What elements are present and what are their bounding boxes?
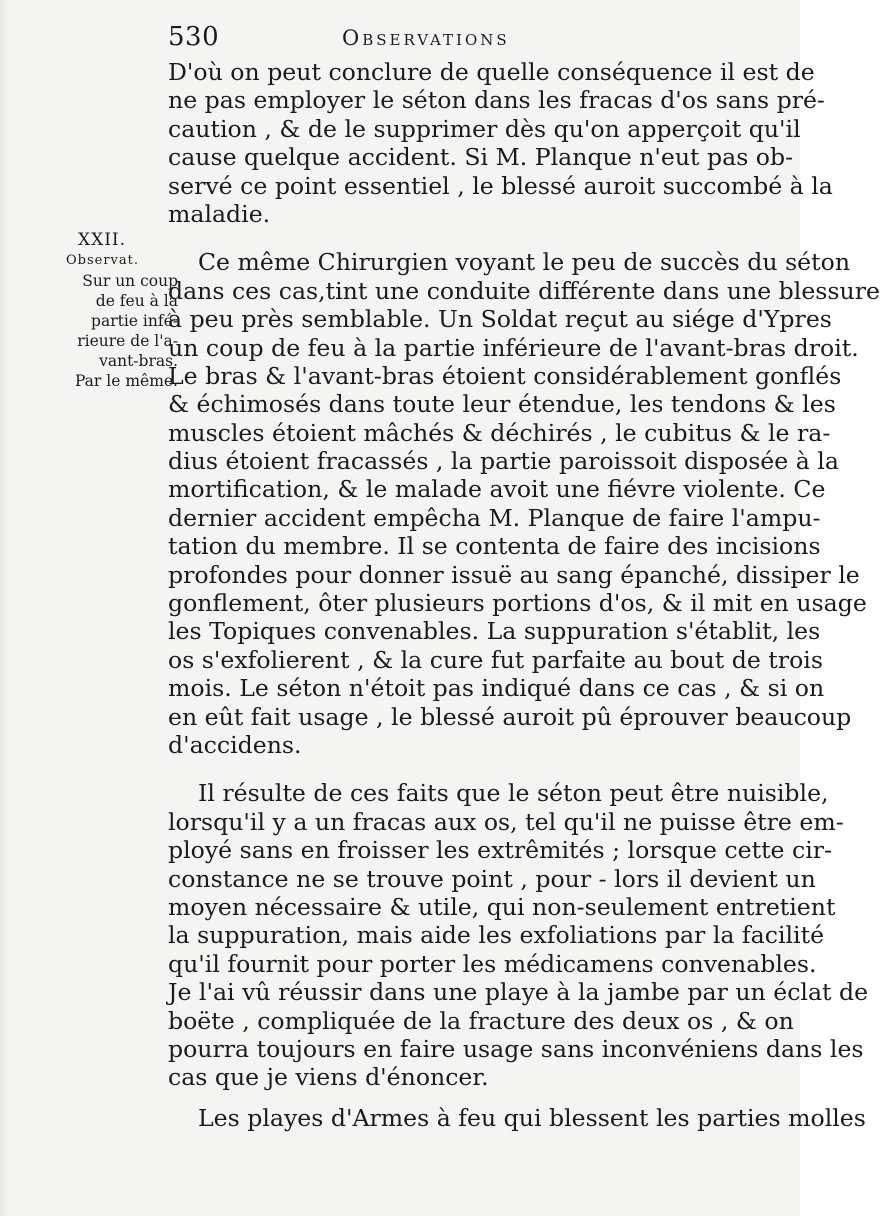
margin-note-line: de feu à la [95,292,178,310]
text-line: tation du membre. Il se contenta de faire des incisions [168,532,821,561]
text-line: constance ne se trouve point , pour - lors il devient un [168,864,816,893]
paragraph-gap [168,228,768,248]
text-line: ployé sans en froisser les extrêmités ; lorsque cette cir- [168,836,833,865]
text-line: un coup de feu à la partie inférieure de l'avant-bras droit. [168,333,859,362]
text-line: muscles étoient mâchés & déchirés , le cubitus & le ra- [168,418,831,447]
text-line: D'où on peut conclure de quelle conséquence il est de [168,58,815,86]
margin-note-line: Sur un coup [82,272,178,290]
text-line: mois. Le séton n'étoit pas indiqué dans ce cas , & si on [168,674,825,703]
text-line: Ce même Chirurgien voyant le peu de succès du séton [198,248,851,277]
text-line: Je l'ai vû réussir dans une playe à la jambe par un éclat de [168,978,869,1007]
text-line: d'accidens. [168,730,302,759]
paragraph-3 [168,779,869,1092]
text-line: Les playes d'Armes à feu qui blessent les parties molles [198,1103,866,1132]
text-line: Le bras & l'avant-bras étoient considérablement gonflés [168,361,842,390]
text-line: moyen nécessaire & utile, qui non-seulement entretient [168,892,836,921]
paragraph-1 [168,58,833,228]
margin-note-line: rieure de l'a- [77,332,178,350]
running-title: Observations [342,26,510,50]
text-line: cas que je viens d'énoncer. [168,1063,489,1092]
text-line: à peu près semblable. Un Soldat reçut au siége d'Ypres [168,305,832,334]
running-head [168,22,768,58]
text-line: servé ce point essentiel , le blessé auroit succombé à la [168,171,833,200]
paragraph-2 [168,248,880,759]
text-line: gonflement, ôter plusieurs portions d'os, & il mit en usage [168,589,867,618]
text-line: maladie. [168,199,271,228]
text-line: cause quelque accident. Si M. Planque n'eut pas ob- [168,143,794,172]
text-line: dius étoient fracassés , la partie paroissoit disposée à la [168,447,839,476]
body-text [168,58,880,1132]
text-line: caution , & de le supprimer dès qu'on apperçoit qu'il [168,114,801,143]
margin-note-line: vant-bras. [99,352,178,370]
text-line: lorsqu'il y a un fracas aux os, tel qu'il ne puisse être em- [168,807,844,836]
text-line: dans ces cas,tint une conduite différente dans une blessure [168,276,880,305]
text-line: os s'exfolierent , & la cure fut parfaite au bout de trois [168,645,823,674]
paragraph-4 [168,1103,866,1132]
text-line: & échimosés dans toute leur étendue, les tendons & les [168,390,836,419]
page-number: 530 [168,22,220,52]
text-line: la suppuration, mais aide les exfoliations par la facilité [168,921,825,950]
text-line: boëte , compliquée de la fracture des deux os , & on [168,1006,794,1035]
text-line: profondes pour donner issuë au sang épanché, dissiper le [168,560,860,589]
text-line: mortification, & le malade avoit une fiévre violente. Ce [168,475,826,504]
text-line: les Topiques convenables. La suppuration s'établit, les [168,617,821,646]
observation-label: Observat. [66,253,140,268]
page-fold-shadow [0,0,8,1216]
margin-note-line: partie infé- [91,312,178,330]
text-line: qu'il fournit pour porter les médicamens convenables. [168,949,817,978]
margin-note [48,230,178,391]
observation-number: XXII. [78,230,127,250]
text-line: Il résulte de ces faits que le séton peut être nuisible, [198,779,829,808]
paragraph-gap [168,759,768,779]
text-line: ne pas employer le séton dans les fracas d'os sans pré- [168,86,825,115]
text-line: dernier accident empêcha M. Planque de faire l'ampu- [168,503,821,532]
margin-note-line: Par le même. [74,372,178,390]
paragraph-gap [168,1092,768,1104]
text-line: pourra toujours en faire usage sans inconvéniens dans les [168,1034,864,1063]
text-line: en eût fait usage , le blessé auroit pû éprouver beaucoup [168,702,852,731]
